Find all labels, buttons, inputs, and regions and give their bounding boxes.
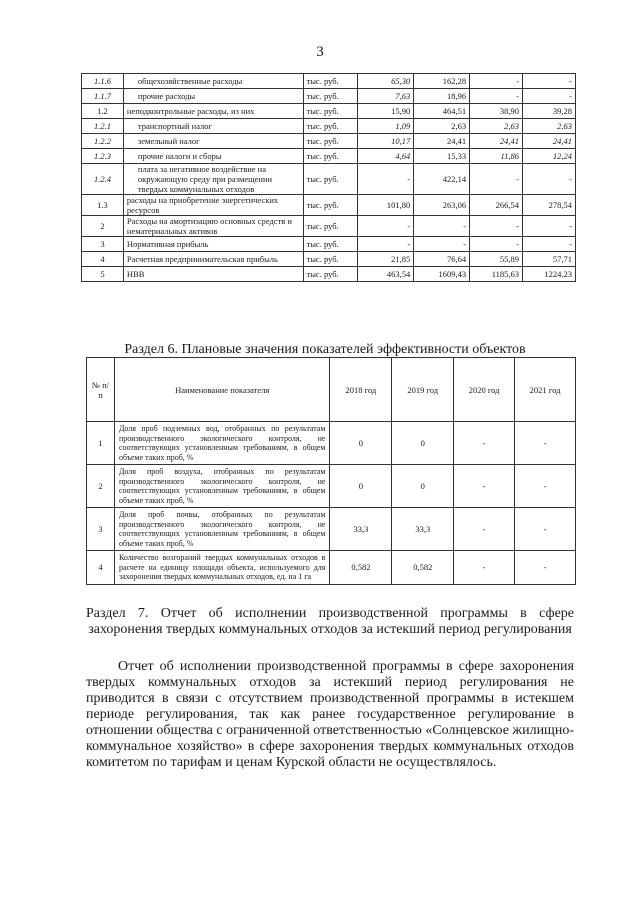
row-number: 2	[87, 465, 115, 508]
value-2021: 2,63	[523, 119, 576, 134]
row-number: 1.3	[82, 195, 124, 216]
table-row	[82, 119, 576, 134]
value-2021: -	[523, 89, 576, 104]
row-name: общехозяйственные расходы	[123, 74, 303, 89]
value-2019: 18,96	[414, 89, 470, 104]
table-header-row	[87, 358, 576, 422]
value-2020: -	[454, 508, 515, 551]
value-2019: 24,41	[414, 134, 470, 149]
table-row	[87, 551, 576, 585]
value-2021: 12,24	[523, 149, 576, 164]
table-row	[87, 508, 576, 551]
table-row	[82, 267, 576, 282]
row-unit: тыс. руб.	[303, 216, 358, 237]
value-2019: 33,3	[392, 508, 454, 551]
value-2020: 55,89	[470, 252, 523, 267]
value-2021: -	[515, 422, 576, 465]
value-2018: 7,63	[358, 89, 414, 104]
table-row	[82, 164, 576, 195]
value-2020: -	[470, 216, 523, 237]
value-2018: 1,09	[358, 119, 414, 134]
header-name: Наименование показателя	[114, 358, 330, 422]
row-unit: тыс. руб.	[303, 267, 358, 282]
value-2020: -	[470, 89, 523, 104]
table-row	[87, 465, 576, 508]
value-2021: 39,28	[523, 104, 576, 119]
table-row	[82, 104, 576, 119]
row-number: 1	[87, 422, 115, 465]
value-2018: 15,90	[358, 104, 414, 119]
value-2019: 0,582	[392, 551, 454, 585]
row-number: 5	[82, 267, 124, 282]
row-unit: тыс. руб.	[303, 149, 358, 164]
row-number: 1.2	[82, 104, 124, 119]
row-unit: тыс. руб.	[303, 134, 358, 149]
value-2018: 33,3	[330, 508, 392, 551]
value-2020: -	[454, 551, 515, 585]
value-2018: -	[358, 237, 414, 252]
value-2018: 101,80	[358, 195, 414, 216]
value-2021: -	[515, 551, 576, 585]
row-number: 2	[82, 216, 124, 237]
header-num: № п/п	[87, 358, 115, 422]
header-2019: 2019 год	[392, 358, 454, 422]
row-name: Расчетная предпринимательская прибыль	[123, 252, 303, 267]
row-name: земельный налог	[123, 134, 303, 149]
row-name: НВВ	[123, 267, 303, 282]
value-2019: 464,51	[414, 104, 470, 119]
value-2020: 266,54	[470, 195, 523, 216]
section6-title: Раздел 6. Плановые значения показателей эффективности объектов	[124, 342, 526, 357]
table-row	[82, 74, 576, 89]
row-name: Расходы на амортизацию основных средств и нематериальных активов	[123, 216, 303, 237]
row-name: Доля проб почвы, отобранных по результатам производственного экологического контроля, не соответствующих установленным требованиям, в общем объеме таких проб, %	[114, 508, 330, 551]
value-2018: 21,85	[358, 252, 414, 267]
value-2020: 2,63	[470, 119, 523, 134]
value-2021: 24,41	[523, 134, 576, 149]
row-number: 1.1.7	[82, 89, 124, 104]
row-name: транспортный налог	[123, 119, 303, 134]
row-name: Доля проб подземных вод, отобранных по результатам производственного экологического контроля, не соответствующих установленным требованиям, в общем объеме таких проб, %	[114, 422, 330, 465]
value-2018: 65,30	[358, 74, 414, 89]
value-2018: 10,17	[358, 134, 414, 149]
table-row	[82, 216, 576, 237]
value-2019: 76,64	[414, 252, 470, 267]
value-2020: -	[470, 164, 523, 195]
value-2019: 2,63	[414, 119, 470, 134]
value-2019: 0	[392, 465, 454, 508]
value-2018: -	[358, 216, 414, 237]
value-2019: 263,06	[414, 195, 470, 216]
efficiency-table	[86, 357, 576, 585]
row-name: Нормативная прибыль	[123, 237, 303, 252]
row-number: 1.2.4	[82, 164, 124, 195]
value-2019: 1609,43	[414, 267, 470, 282]
value-2020: 11,86	[470, 149, 523, 164]
row-number: 1.2.2	[82, 134, 124, 149]
row-name: расходы на приобретение энергетических ресурсов	[123, 195, 303, 216]
value-2020: 1185,63	[470, 267, 523, 282]
value-2019: 162,28	[414, 74, 470, 89]
page-number: 3	[316, 44, 324, 60]
row-unit: тыс. руб.	[303, 195, 358, 216]
value-2018: -	[358, 164, 414, 195]
table-row	[87, 422, 576, 465]
row-number: 1.2.3	[82, 149, 124, 164]
value-2019: 0	[392, 422, 454, 465]
value-2021: 1224,23	[523, 267, 576, 282]
value-2018: 0,582	[330, 551, 392, 585]
value-2019: 422,14	[414, 164, 470, 195]
value-2018: 0	[330, 422, 392, 465]
row-number: 3	[82, 237, 124, 252]
value-2019: -	[414, 237, 470, 252]
section7-title-line2: захоронения твердых коммунальных отходов за истекший период регулирования	[88, 622, 572, 637]
value-2021: -	[515, 508, 576, 551]
table-row	[82, 134, 576, 149]
table-row	[82, 195, 576, 216]
row-name: Количество возгораний твердых коммунальных отходов в расчете на единицу площади объекта, используемого для захоронения твердых коммунальных отходов, ед. на 1 га	[114, 551, 330, 585]
table-row	[82, 252, 576, 267]
value-2020: -	[470, 237, 523, 252]
value-2021: -	[523, 216, 576, 237]
value-2019: 15,33	[414, 149, 470, 164]
table-row	[82, 149, 576, 164]
row-name: Доля проб воздуха, отобранных по результатам производственного экологического контроля, не соответствующих установленным требованиям, в общем объеме таких проб, %	[114, 465, 330, 508]
row-number: 4	[87, 551, 115, 585]
header-2021: 2021 год	[515, 358, 576, 422]
table-row	[82, 89, 576, 104]
row-unit: тыс. руб.	[303, 164, 358, 195]
row-number: 1.2.1	[82, 119, 124, 134]
value-2021: -	[523, 164, 576, 195]
value-2018: 4,64	[358, 149, 414, 164]
value-2020: -	[454, 465, 515, 508]
value-2021: 57,71	[523, 252, 576, 267]
value-2020: -	[470, 74, 523, 89]
costs-table	[81, 73, 576, 282]
value-2021: 278,54	[523, 195, 576, 216]
row-name: прочие расходы	[123, 89, 303, 104]
value-2018: 463,54	[358, 267, 414, 282]
row-number: 3	[87, 508, 115, 551]
row-unit: тыс. руб.	[303, 74, 358, 89]
row-number: 1.1.6	[82, 74, 124, 89]
row-name: плата за негативное воздействие на окружающую среду при размещении твердых коммунальных отходов	[123, 164, 303, 195]
value-2020: 38,90	[470, 104, 523, 119]
value-2019: -	[414, 216, 470, 237]
row-unit: тыс. руб.	[303, 104, 358, 119]
row-unit: тыс. руб.	[303, 252, 358, 267]
header-2020: 2020 год	[454, 358, 515, 422]
row-name: прочие налоги и сборы	[123, 149, 303, 164]
value-2021: -	[523, 74, 576, 89]
value-2018: 0	[330, 465, 392, 508]
row-number: 4	[82, 252, 124, 267]
value-2020: -	[454, 422, 515, 465]
value-2021: -	[515, 465, 576, 508]
value-2020: 24,41	[470, 134, 523, 149]
table-row	[82, 237, 576, 252]
section7-title-line1: Раздел 7. Отчет об исполнении производственной программы в сфере	[86, 606, 574, 621]
row-name: неподконтрольные расходы, из них	[123, 104, 303, 119]
header-2018: 2018 год	[330, 358, 392, 422]
section7-paragraph: Отчет об исполнении производственной программы в сфере захоронения твердых коммунальных отходов за истекший период регулирования не приводится в связи с отсутствием производственной программы в истекшем периоде регулирования, так как ранее государственное регулирование в отношении общества с ограниченной ответственностью «Солнцевское жилищно-коммунальное хозяйство» в сфере захоронения твердых коммунальных отходов комитетом по тарифам и ценам Курской области не осуществлялось.	[86, 659, 574, 770]
row-unit: тыс. руб.	[303, 89, 358, 104]
value-2021: -	[523, 237, 576, 252]
row-unit: тыс. руб.	[303, 119, 358, 134]
row-unit: тыс. руб.	[303, 237, 358, 252]
